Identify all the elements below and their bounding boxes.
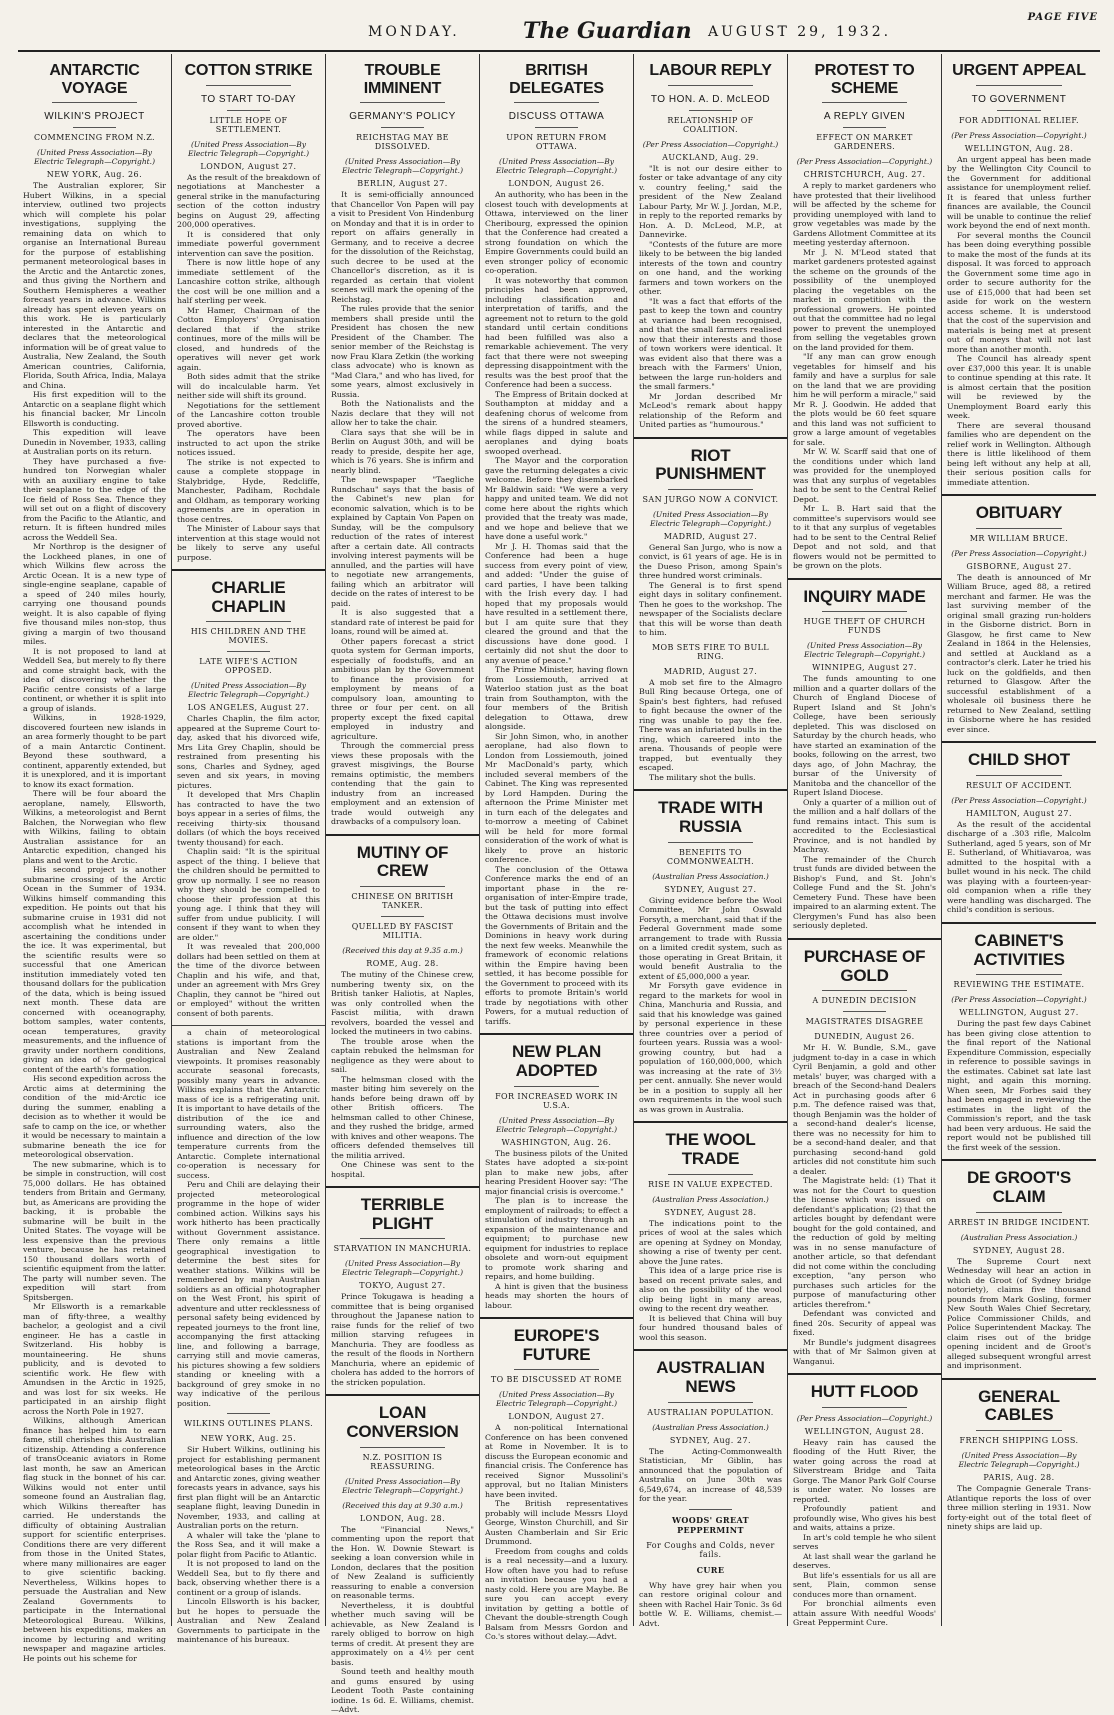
column-1 bbox=[18, 54, 172, 1663]
article bbox=[23, 62, 166, 1663]
paragraph: The military shot the bulls. bbox=[649, 772, 756, 782]
paragraph: "It is not our desire either to foster or take advantage of any city v. country feeling," said the president of the New Zealand Labour Party, Mr W. J. Jordan, M.P., in reply to the reported remarks by Hon. A. D. McLeod, M.P., at Dannevirke. bbox=[639, 163, 782, 240]
paragraph: Wilkins, although American finance has helped him to earn fame, still cherishes this Australian citizenship. Attending a conference of transOceanic aviators in Rome last month, he saw an American flag stuck in the bonnet of his car. Wilkins would not enter until someone found an Australian flag, which Wilkins thereafter has carried. He understands the difficulty of obtaining Australian support for scientific enterprises. Conditions there are very different from those in the United States, where many millionaires are eager to give scientific backing. Nevertheless, Wilkins hopes to persuade the Australian and New Zealand Governments to participate in the International Meteorological Bureau. Wilkins, between his expeditions, makes an income by lecturing and writing newspaper and magazine articles. He points out his scheme for bbox=[23, 1416, 166, 1663]
paragraph: As the result of the breakdown of negotiations at Manchester a general strike in the manufacturing section of the cotton industry begins on August 29, affecting 200,000 operatives. bbox=[177, 172, 320, 230]
paragraph: The operators have been instructed to act upon the strike notices issued. bbox=[177, 429, 320, 458]
headline: LABOUR REPLY bbox=[649, 62, 772, 79]
article-body bbox=[947, 1484, 1091, 1532]
paragraph: The Compagnie Generale Trans-Atlantique reports the loss of over three million sterling in 1931. Now forty-eight out of the total fleet of ninety ships are laid up. bbox=[947, 1484, 1091, 1532]
paragraph: At last shall wear the garland he deserves. bbox=[793, 1551, 936, 1571]
paragraph: The Magistrate held: (1) That it was not for the Court to question the license which was issued on defendant's application; (2) that the articles bought by defendant were bought for the gold contained, and the reduction of gold by melting was in no sense manufacture of another article, so that defendant did not come within the concluding exception, "any person who purchases such articles for the purpose of manufacturing other articles therefrom." bbox=[793, 1176, 936, 1309]
headline: ANTARCTIC VOYAGE bbox=[49, 62, 140, 97]
credit-line: (United Press Association—By Electric Telegraph—Copyright.) bbox=[495, 1390, 617, 1409]
article bbox=[947, 1169, 1091, 1370]
headline: OBITUARY bbox=[975, 503, 1063, 523]
subheadline: LITTLE HOPE OF SETTLEMENT. bbox=[209, 115, 288, 134]
paragraph: A hint is given that the business heads may shorten the hours of labour. bbox=[485, 1281, 628, 1310]
article-body bbox=[177, 1445, 320, 1645]
article-body bbox=[639, 678, 782, 783]
advertisement-title: WOODS' GREAT PEPPERMINT bbox=[672, 1514, 749, 1535]
article-body bbox=[331, 190, 474, 827]
paragraph: His second project is another submarine crossing of the Arctic Ocean in the Summer of 1934. Wilkins himself commanding this expedition. He points out that his submarine cruise in 1931 did not accomplish what he intended in ascertaining the conditions under the ice. It was experimental, but the scientific results were so successful that one American institution immediately voted ten thousand dollars for the publication of the data, which is being issued next month. These data are concerned with oceanography, bottom samples, water contents, ocean temperatures, gravity measurements, and the influence of gravity under northern conditions, giving an idea of the geological content of the earth's formation. bbox=[23, 865, 166, 1074]
paragraph: The Acting-Commonwealth Statistician, Mr Giblin, has announced that the population of Australia on June 30th was 6,549,674, an increase of 48,539 for the year. bbox=[639, 1446, 782, 1504]
paragraph: Charles Chaplin, the film actor, appeared at the Supreme Court to-day, asked that his divorced wife, Mrs Lita Grey Chaplin, should be restrained from presenting his sons, Charles and Sydney, aged seven and six years, in moving pictures. bbox=[177, 714, 320, 790]
credit-line: (Per Press Association—Copyright.) bbox=[951, 130, 1087, 140]
article-body bbox=[177, 714, 320, 1018]
paragraph: Peru and Chili are delaying their projected meteorological programme in the hope of wider combined action. Wilkins says his work hitherto has been practically without Government assistance. There only remains a little geographical investigation to determine the best sites for weather stations. Wilkins will be remembered by many Australian soldiers as an official photographer on the West Front, his spirit of adventure and utter recklessness of personal safety being evidenced by repeated journeys to the front line, accompanying the first attacking line, and following a barrage, carrying still and movie cameras, his pictures showing a few soldiers standing or kneeling with a background of grey smoke in no way indicative of the perilous position. bbox=[177, 1180, 320, 1408]
paragraph: "If any man can grow enough vegetables for himself and his family and have a surplus for sale on the land that we are providing him he will perform a miracle," said Mr R. J. Goodwin. He added that the plots would be 60 feet square and this land was not sufficient to grow a large amount of vegetables for sale. bbox=[793, 352, 936, 447]
article-body bbox=[331, 1525, 474, 1715]
paragraph: Mr Bundle's judgment disagrees with that of Mr Salmon given at Wanganui. bbox=[793, 1337, 936, 1366]
paragraph: a chain of meteorological stations is important from the Australian and New Zealand viewpoints. It promises reasonably accurate seasonal forecasts, possibly many years in advance. Wilkins explains that the Antarctic mass of ice is a refrigerating unit. It is important to have details of the distribution of the ice and surrounding waters, also the influence and direction of the low temperature currents from the Antarctic. Complete international co-operation is necessary for success. bbox=[177, 1028, 320, 1180]
paragraph: An urgent appeal has been made by the Wellington City Council to the Government for additional assistance for unemployment relief. It is feared that unless further finances are available, the Council will be unable to continue the relief work beyond the end of next month. bbox=[947, 154, 1091, 231]
article bbox=[177, 62, 320, 562]
article bbox=[947, 1388, 1091, 1532]
subheadline: UPON RETURN FROM OTTAWA. bbox=[506, 133, 607, 152]
article-body bbox=[947, 1257, 1091, 1371]
article-body bbox=[485, 190, 628, 1026]
paragraph: They have purchased a five-hundred ton Norwegian whaler with an auxiliary engine to take their seaplane to the edge of the Ice field of Ross Sea. Thence they will set out on a flight of discovery from the Pacific to the Atlantic, and return. It is fifteen hundred miles across the Weddell Sea. bbox=[23, 456, 166, 542]
headline: LOAN CONVERSION bbox=[346, 1403, 459, 1442]
article-body bbox=[947, 820, 1091, 915]
article-body bbox=[177, 173, 320, 563]
paragraph: Through the commercial press views these proposals with the gravest misgivings, the Bourse remains optimistic, the members contending that the gain to industry from an increased employment and an extension of trade would outweigh any drawbacks of a compulsory loan. bbox=[331, 741, 474, 827]
subheadline: N.Z. POSITION IS REASSURING. bbox=[362, 1452, 443, 1471]
dateline: LOS ANGELES, August 27. bbox=[187, 703, 310, 713]
advertisement-body bbox=[639, 1581, 782, 1629]
advertisement-subtitle: CURE bbox=[696, 1564, 725, 1575]
article bbox=[331, 62, 474, 827]
paragraph: The rules provide that the senior members shall preside until the President has chosen the new President of the Chamber. The senior member of the Reichstag is now Frau Klara Zetkin (the working class advocate) who is known as "Mad Clara," and who has lived, for some years, almost exclusively in Russia. bbox=[331, 304, 474, 399]
paragraph: The Supreme Court next Wednesday will hear an action in which de Groot (of Sydney bridge notoriety), claims five thousand pounds from Mark Gosling, former New South Wales Chief Secretary, Police Commissioner Childs, and Police Superintendent Mackay. The claim rises out of the bridge opening incident and de Groot's alleged subsequent wrongful arrest and imprisonment. bbox=[947, 1256, 1091, 1371]
credit-line: (Australian Press Association.) bbox=[652, 1194, 769, 1204]
subheadline: MR WILLIAM BRUCE. bbox=[969, 533, 1069, 543]
paragraph: Prince Tokugawa is heading a committee that is being organised throughout the Japanese nation to raise funds for the relief of two million starving refugees in Manchuria. They are foodless as the result of the floods in Northern Manchuria, where an epidemic of cholera has added to the horrors of the stricken population. bbox=[331, 1292, 474, 1387]
paragraph: It is not proposed to land on the Weddell Sea, but to fly there and back, observing whether there is a continent or a group of islands. bbox=[177, 1559, 320, 1597]
article-body bbox=[639, 896, 782, 1115]
article bbox=[485, 62, 628, 1026]
dateline: WINNIPEG, August 27. bbox=[812, 663, 917, 673]
dateline: LONDON, August 26. bbox=[508, 179, 605, 189]
subheadline: GERMANY'S POLICY bbox=[349, 111, 456, 123]
subheadline: RISE IN VALUE EXPECTED. bbox=[648, 1179, 773, 1189]
headline: DE GROOT'S CLAIM bbox=[966, 1168, 1072, 1207]
subheadline: TO HON. A. D. McLEOD bbox=[650, 93, 771, 105]
credit-line: (United Press Association—By Electric Telegraph—Copyright.) bbox=[341, 157, 463, 176]
paragraph: Heavy rain has caused the flooding of the Hutt River, the water going across the road at Silverstream Bridge and Taita Gorge. The Manor Park Golf Course is under water. No losses are reported. bbox=[793, 1437, 936, 1504]
headline: CHILD SHOT bbox=[968, 750, 1070, 770]
article bbox=[947, 932, 1091, 1152]
paragraph: It is believed that China will buy four hundred thousand bales of wool this season. bbox=[639, 1313, 782, 1342]
dateline: TOKYO, August 27. bbox=[359, 1281, 446, 1291]
column-2 bbox=[172, 54, 326, 1645]
headline: BRITISH DELEGATES bbox=[509, 62, 604, 97]
subheadline: FOR INCREASED WORK IN U.S.A. bbox=[495, 1091, 618, 1110]
subheadline: AUSTRALIAN POPULATION. bbox=[647, 1407, 774, 1417]
paragraph: As the result of the accidental discharge of a .303 rifle, Malcolm Sutherland, aged 5 years, son of Mr E. Sutherland, of Whitiavaroa, was admitted to the hospital with a bullet wound in his neck. The child was playing with a fourteen-year-old companion when a rifle they were handling was discharged. The child's condition is serious. bbox=[947, 819, 1091, 915]
subheadline: REVIEWING THE ESTIMATE. bbox=[953, 980, 1085, 990]
article-body bbox=[793, 674, 936, 931]
article bbox=[177, 579, 320, 1018]
paragraph: The indications point to the prices of wool at the sales which are opening at Sydney on Monday, showing a rise of twenty per cent. above the June rates. bbox=[639, 1218, 782, 1266]
paragraph: Lincoln Ellsworth is his backer, but he hopes to persuade the Australian and New Zealand Governments to participate in the maintenance of his bureaux. bbox=[177, 1597, 320, 1645]
subheadline: RESULT OF ACCIDENT. bbox=[965, 780, 1072, 790]
paragraph: A whaler will take the 'plane to the Ross Sea, and it will make a polar flight from Pacific to Atlantic. bbox=[177, 1530, 320, 1559]
paragraph: There is now little hope of any immediate settlement of the Lancashire cotton strike, although the cost will be one million and a half sterling per week. bbox=[177, 258, 320, 306]
masthead-paper-name: The Guardian bbox=[523, 18, 692, 44]
paragraph: Other papers forecast a strict quota system for German imports, especially of foodstuffs, and an ambitious plan by the Government to finance the provision for employment by means of a compulsory loan, amounting to three or four per cent. on all property except the fixed capital employed in industry and agriculture. bbox=[331, 636, 474, 741]
subheadline: SAN JURGO NOW A CONVICT. bbox=[642, 494, 779, 504]
headline: CHARLIE CHAPLIN bbox=[211, 578, 286, 616]
dateline: PARIS, Aug. 28. bbox=[983, 1473, 1055, 1483]
dateline: BERLIN, August 27. bbox=[357, 179, 448, 189]
subheadline: QUELLED BY FASCIST MILITIA. bbox=[351, 922, 454, 941]
paragraph: Sir Hubert Wilkins, outlining his project for establishing permanent meteorological bases in the Arctic and Antarctic zones, giving weather forecasts years in advance, says his first plan flight will be an Antarctic seaplane flight, leaving Dunedin in November, 1933, and calling at Australian ports on the return. bbox=[177, 1445, 320, 1531]
paragraph: The Council has already spent over £37,000 this year. It is unable to continue spending at this rate. It is almost certain that the position will be reviewed by the Unemployment Board early this week. bbox=[947, 354, 1091, 421]
credit-line: (United Press Association—By Electric Telegraph—Copyright.) bbox=[495, 157, 617, 176]
article bbox=[331, 844, 474, 1179]
article-body bbox=[947, 155, 1091, 488]
article-body bbox=[639, 543, 782, 638]
paragraph: The Empress of Britain docked at Southampton at midday and a deafening chorus of welcome from the sirens of a hundred steamers, while flags dipped in salute and aeroplanes and dying boats swooped overhead. bbox=[485, 389, 628, 456]
credit-line: (Received this day at 9.30 a.m.) bbox=[342, 1500, 463, 1510]
credit-line: (United Press Association—By Electric Telegraph—Copyright.) bbox=[187, 139, 309, 158]
article-body bbox=[485, 1423, 628, 1642]
paragraph: But life's essentials for us all are sent, Plain, common sense conduces more than ornament. bbox=[793, 1570, 936, 1599]
credit-line: (Received this day at 9.35 a.m.) bbox=[342, 946, 463, 956]
paragraph: The Minister of Labour says that intervention at this stage would not be likely to serve any useful purpose. bbox=[177, 524, 320, 562]
paragraph: It is semi-officially announced that Chancellor Von Papen will pay a visit to President Von Hindenburg on Monday and that it is in order to report on affairs generally in Germany, and to receive a decree for the dissolution of the Reichstag, such decree to be used at the Chancellor's discretion, as it is regarded as certain that violent scenes will mark the opening of the Reichstag. bbox=[331, 190, 474, 304]
headline: MUTINY OF CREW bbox=[356, 842, 449, 881]
subheadline: HIS CHILDREN AND THE MOVIES. bbox=[190, 627, 307, 646]
article bbox=[331, 1196, 474, 1387]
credit-line: (Per Press Association—Copyright.) bbox=[796, 1413, 933, 1423]
headline: PURCHASE OF GOLD bbox=[803, 946, 926, 985]
paragraph: This idea of a large price rise is based on recent private sales, and also on the possibility of the wool clip being light in many areas, owing to the recent dry weather. bbox=[639, 1266, 782, 1314]
subheadline: A REPLY GIVEN bbox=[823, 111, 906, 123]
paragraph: The conclusion of the Ottawa Conference marks the end of an important phase in the re-organisation of inter-Empire trade, but the task of putting into effect the Ottawa decisions must involve the Governments of Britain and the Dominions in heavy work during the next few weeks. Meanwhile the framework of economic relations within the Empire having been settled, it has become possible for the Government to proceed with its efforts to promote Britain's world trade by negotiations with other Powers, for a mutual reduction of tariffs. bbox=[485, 864, 628, 1026]
column-6 bbox=[788, 54, 942, 1626]
paragraph: It is considered that only immediate powerful government intervention can save the position. bbox=[177, 229, 320, 258]
headline: COTTON STRIKE bbox=[184, 62, 313, 79]
article-body bbox=[331, 970, 474, 1179]
headline: TERRIBLE PLIGHT bbox=[360, 1195, 445, 1233]
article bbox=[947, 751, 1091, 915]
dateline: DUNEDIN, August 26. bbox=[814, 1032, 915, 1042]
article-body bbox=[793, 1043, 936, 1366]
paragraph: "It was a fact that efforts of the past to keep the town and country at variance had been recognised, and that the small farmers realised now that their interests and those of town workers were identical. It was evident also that there was a breach with the Farmers' Union, between the large run-holders and the small farmers." bbox=[639, 296, 782, 392]
subheadline: REICHSTAG MAY BE DISSOLVED. bbox=[356, 133, 449, 152]
article bbox=[639, 62, 782, 430]
article bbox=[331, 1404, 474, 1714]
credit-line: (Per Press Association—Copyright.) bbox=[642, 139, 779, 149]
article bbox=[793, 588, 936, 931]
article bbox=[485, 1327, 628, 1642]
paragraph: For bronchial ailments even attain assure With needful Woods' Great Peppermint Cure. bbox=[793, 1599, 936, 1628]
subheadline: ARREST IN BRIDGE INCIDENT. bbox=[948, 1217, 1090, 1227]
dateline: GISBORNE, August 27. bbox=[966, 561, 1072, 571]
paragraph: The "Financial News," commenting upon the report that the Hon. W. Downie Stewart is seeking a loan conversion while in London, declares that the position of New Zealand is sufficiently reassuring to enable a conversion on reasonable terms. bbox=[331, 1524, 474, 1601]
credit-line: (United Press Association—By Electric Telegraph—Copyright.) bbox=[341, 1476, 463, 1495]
paragraph: Mr J. N. M'Leod stated that market gardeners protested against the scheme on the grounds of the possibility of the unemployed placing the vegetables on the market in competition with the professional growers. He pointed out that the committee had no legal power to prevent the unemployed from selling the vegetables grown on the land provided for them. bbox=[793, 247, 936, 352]
dateline: WELLINGTON, Aug. 28. bbox=[964, 143, 1074, 153]
subheadline: COMMENCING FROM N.Z. bbox=[34, 133, 155, 143]
paragraph: In art's cold temple he who silent serves bbox=[793, 1532, 936, 1552]
paragraph: Wilkins, in 1928-1929, discovered fourteen new islands in an area formerly thought to be part of a main Antarctic Continent. Beyond these southward, a continent, apparently extended, but it is unexplored, and it is important to know its exact formation. bbox=[23, 713, 166, 789]
article-body bbox=[793, 181, 936, 571]
paragraph: The Australian explorer, Sir Hubert Wilkins, in a special interview, outlined two projects which will complete his polar investigations, supplying the remaining data on which to organise an International Bureau for the purpose of establishing permanent meteorological bases in the Arctic and the Antarctic zones, and thus giving the Northern and Southern Hemispheres a weather forecast years in advance. Wilkins already has spent eleven years on this work. He is particularly interested in the Antarctic and declares that the meteorological information will be of great value to Australia, New Zealand, the South American countries, California, Florida, South Africa, India, Malaya and China. bbox=[23, 181, 166, 390]
article-body bbox=[947, 573, 1091, 735]
paragraph: Defendant was convicted and fined 20s. Security of appeal was fixed. bbox=[793, 1309, 936, 1338]
subheadline: MOB SETS FIRE TO BULL RING. bbox=[651, 642, 770, 661]
credit-line: (Australian Press Association.) bbox=[960, 1232, 1078, 1242]
paragraph: The plan is to increase the employment of railroads; to effect a stimulation of industry through an expansion of the maintenance and equipment; to purchase new equipment for industries to replace obsolete and worn-out equipment to promote work sharing and repairs, and home building. bbox=[485, 1196, 628, 1282]
paragraph: The remainder of the Church trust funds are divided between the Bishop's Fund, and St. John's College Fund and the St. John's Cemetery Fund. These have been impaired to an alarming extent. The Clergymen's Fund has also been seriously depleted. bbox=[793, 854, 936, 931]
credit-line: (Per Press Association—Copyright.) bbox=[951, 995, 1087, 1005]
dateline: WELLINGTON, August 28. bbox=[804, 1426, 925, 1436]
dateline: CHRISTCHURCH, Aug. 27. bbox=[803, 170, 926, 180]
dateline: MADRID, August 27. bbox=[663, 531, 758, 541]
paragraph: Mr Hamer, Chairman of the Cotton Employers' Organisation declared that if the strike continues, more of the mills will be closed, and hundreds of the operatives will never get work again. bbox=[177, 305, 320, 372]
headline: HUTT FLOOD bbox=[810, 1382, 919, 1402]
paragraph: Only a quarter of a million out of the million and a half dollars of the fund remains intact. This sum is accredited to the Ecclesiastical Province, and is not handled by Machray. bbox=[793, 797, 936, 855]
dateline: WELLINGTON, August 27. bbox=[959, 1008, 1079, 1018]
paragraph: Mr H. W. Bundle, S.M., gave judgment to-day in a case in which Cyril Benjamin, a gold and other metals' buyer, was charged with a breach of the Second-hand Dealers Act in purchasing goods after 6 p.m. The defence raised was that, though Benjamin was the holder of a second-hand dealer's license, there was no necessity for him to be a second-hand dealer, and that purchasing second-hand gold articles did not constitute him such a dealer. bbox=[793, 1043, 936, 1176]
subheadline: TO START TO-DAY bbox=[200, 93, 297, 105]
paragraph: His first expedition will to the Antarctic on a seaplane flight which his financial backer, Mr Lincoln Ellsworth is conducting. bbox=[23, 390, 166, 428]
subheadline: FOR ADDITIONAL RELIEF. bbox=[959, 115, 1079, 125]
paragraph: The business pilots of the United States have adopted a six-point plan to make new jobs, after hearing President Hoover say: "The major financial crisis is overcome." bbox=[485, 1148, 628, 1196]
headline: NEW PLAN ADOPTED bbox=[511, 1042, 602, 1080]
paragraph: The British representatives probably will include Messrs Lloyd George, Winston Churchill, and Sir Austen Chamberlain and Sir Eric Drummond. bbox=[485, 1499, 628, 1547]
credit-line: (Australian Press Association.) bbox=[652, 871, 769, 881]
advertisement-subtitle: For Coughs and Colds, never fails. bbox=[646, 1540, 775, 1559]
paragraph: The helmsman closed with the master biting him severely on the hands before being drawn off by other British officers. The helmsman called to other Chinese, and they rushed the bridge, armed with knives and other weapons. The officers defended themselves till the militia arrived. bbox=[331, 1074, 474, 1160]
paragraph: A mob set fire to the Almagro Bull Ring because Ortega, one of Spain's best fighters, had refused to fight because the owner of the ring was unable to pay the fee. There was an infuriated bulls in the ring, which careered into the arena. Thousands of people were trapped, but eventually they escaped. bbox=[639, 677, 782, 773]
paragraph: The new submarine, which is to be simple in construction, will cost 75,000 dollars. He has obtained tenders from Britain and Germany, but, as Americans are providing the backing, it is probable the submarine will be built in the United States. The voyage will be less expensive than the previous venture, because he has retained 150 thousand dollars worth of scientific equipment from the latter. The party will number seven. The expedition will start from Spitsbergen. bbox=[23, 1159, 166, 1302]
credit-line: (United Press Association—By Electric Telegraph—Copyright.) bbox=[495, 1115, 617, 1134]
article bbox=[947, 62, 1091, 487]
article bbox=[793, 948, 936, 1366]
dateline: LONDON, August 27. bbox=[200, 161, 297, 171]
credit-line: (United Press Association—By Electric Telegraph—Copyright.) bbox=[187, 681, 309, 700]
paragraph: It was noteworthy that common principles had been approved, including classification and interpretation of tariffs, and the agreement not to return to the gold standard until certain conditions had been fulfilled was also a remarkable achievement. The very fact that there were not sweeping depressing disappointment with the results was the best proof that the Conference had been a success. bbox=[485, 275, 628, 390]
article-body bbox=[485, 1149, 628, 1311]
paragraph: The Mayor and the corporation gave the returning delegates a civic welcome. Before they disembarked Mr Baldwin said: "We were a very happy and united team. We did not come here about the rights which provided that the treaty was made, and we hope and believe that we have done a useful work." bbox=[485, 456, 628, 542]
paragraph: It developed that Mrs Chaplin has contracted to have the two boys appear in a series of films, the receiving thirty-six thousand dollars (of which the boys received twenty thousand) for each. bbox=[177, 790, 320, 847]
paragraph: It was revealed that 200,000 dollars had been settled on them at the time of the divorce between Chaplin and his wife, and that, under an agreement with Mrs Grey Chaplin, they cannot be "hired out or employed" without the written consent of both parents. bbox=[177, 942, 320, 1018]
paragraph: A non-political International Conference on has been convened at Rome in November. It is to discuss the European economic and financial crisis. The Conference has received Signor Mussolini's approval, but no Italian Ministers have been invited. bbox=[485, 1423, 628, 1499]
paragraph: The mutiny of the Chinese crew, numbering twenty six, on the British tanker Haliotis, at Naples, was only controlled when the Fascist militia, with drawn revolvers, boarded the vessel and locked the mutineers in two cabins. bbox=[331, 970, 474, 1037]
article bbox=[793, 62, 936, 571]
paragraph: Mr J. H. Thomas said that the Conference had been a huge success from every point of view, and added: "Under the guise of card parties, I have been talking with the Irish every day. I had hoped that my proposals would have resulted in a settlement there, but I am quite sure that they cleared the ground and that the discussions have done good. I certainly did not shut the door to any avenue of peace." bbox=[485, 541, 628, 665]
credit-line: (Per Press Association—Copyright.) bbox=[951, 548, 1087, 558]
subheadline: RELATIONSHIP OF COALITION. bbox=[667, 115, 754, 134]
credit-line: (Australian Press Association.) bbox=[652, 1422, 769, 1432]
article-body bbox=[639, 1219, 782, 1343]
paragraph: A reply to market gardeners who have protested that their livelihood will be affected by the scheme for providing unemployed with land to grow vegetables was made by the Gardens Allotment Committee at its meeting yesterday afternoon. bbox=[793, 181, 936, 248]
subheadline: TO BE DISCUSSED AT ROME bbox=[490, 1375, 623, 1385]
paragraph: For several months the Council has been doing everything possible to make the most of the funds at its disposal. It was forced to approach the Government some time ago in order to secure authority for the use of £15,000 that had been set aside for work on the western access scheme. It is understood that the cost of the supervision and materials is being met at present out of moneys that will not last more than another month. bbox=[947, 230, 1091, 354]
column-5 bbox=[634, 54, 788, 1626]
dateline: LONDON, August 27. bbox=[508, 1412, 605, 1422]
headline: TRADE WITH RUSSIA bbox=[658, 798, 763, 837]
paragraph: The General is to first spend eight days in solitary confinement. Then he goes to the workshop. The newspaper of the Socialists declare that this will be worse than death to him. bbox=[639, 580, 782, 638]
subheadline: FRENCH SHIPPING LOSS. bbox=[959, 1436, 1079, 1446]
paragraph: Mr Forsyth gave evidence in regard to the markets for wool in China, Manchuria and Russia, and said that his knowledge was gained by personal experience in these three countries over a period of fourteen years. Russia was a wool-growing country, but had a population of 160,000,000, which was increasing at the rate of 3½ per cent. annually. She never would be in a position to supply all her own requirements in the wool such as was grown in Australia. bbox=[639, 981, 782, 1114]
paragraph: There will be four aboard the aeroplane, namely, Ellsworth, Wilkins, a meteorologist and Bernt Balchen, the Norwegian who flew with Wilkins, failing to obtain Australian assistance for an Antarctic expedition, changed his plans and went to the Arctic. bbox=[23, 789, 166, 865]
column-4 bbox=[480, 54, 634, 1642]
dateline: ROME, Aug. 28. bbox=[366, 959, 439, 969]
article-body bbox=[639, 164, 782, 430]
dateline: SYDNEY, August 27. bbox=[664, 884, 757, 894]
paragraph: It is not proposed to land at Weddell Sea, but merely to fly there and come straight back, with the idea of discovering whether the Pacific centre consists of a large continent, or whether it is split into a group of islands. bbox=[23, 646, 166, 713]
headline: CABINET'S ACTIVITIES bbox=[973, 930, 1065, 969]
paragraph: During the past few days Cabinet has been giving close attention to the final report of the National Expenditure Commission, especially in reference to possible savings in the estimates. Cabinet sat late last night, and again this morning. When seen, Mr Forbes said they had been engaged in reviewing the estimates in the light of the Commission's report, and the task had been very arduous. He said the report would not be published till the first week of the session. bbox=[947, 1019, 1091, 1152]
headline: RIOT PUNISHMENT bbox=[655, 445, 766, 484]
subheadline: MAGISTRATES DISAGREE bbox=[805, 1017, 924, 1027]
dateline: SYDNEY, Aug. 27. bbox=[669, 1435, 752, 1445]
article bbox=[947, 504, 1091, 734]
headline: THE WOOL TRADE bbox=[665, 1130, 756, 1169]
subheadline: WILKIN'S PROJECT bbox=[44, 111, 145, 123]
article-body bbox=[177, 1028, 320, 1408]
paragraph: It is also suggested that a standard rate of interest be paid for loans, round will be aimed at. bbox=[331, 608, 474, 637]
credit-line: (Per Press Association—Copyright.) bbox=[951, 795, 1087, 805]
headline: EUROPE'S FUTURE bbox=[513, 1326, 600, 1364]
paragraph: Sound teeth and healthy mouth and gums ensured by using Leodent Tooth Paste containing iodine. 1s 6d. E. Williams, chemist.—Advt. bbox=[331, 1667, 474, 1715]
article bbox=[485, 1043, 628, 1310]
paragraph: The Prime Minister, having flown from Lossiemouth, arrived at Waterloo station just as the boat train from Southampton, with the four members of the British delegation to Ottawa, drew alongside. bbox=[485, 665, 628, 732]
paragraph: Mr Ellsworth is a remarkable man of fifty-three, a wealthy bachelor, a geologist and a civil engineer. He has a castle in Switzerland. His hobby is mountaineering. He shuns publicity, and is devoted to scientific work. He flew with Amundsen in the Arctic in 1925, and was lost for six weeks. He participated in an airship flight across the North Pole in 1927. bbox=[23, 1302, 166, 1416]
credit-line: (United Press Association—By Electric Telegraph—Copyright.) bbox=[958, 1451, 1080, 1470]
columns bbox=[18, 54, 1100, 1715]
article-body bbox=[639, 1447, 782, 1504]
dateline: SYDNEY, August 28. bbox=[972, 1245, 1066, 1255]
subheadline: A DUNEDIN DECISION bbox=[812, 996, 917, 1006]
masthead bbox=[18, 6, 1100, 52]
paragraph: One Chinese was sent to the hospital. bbox=[331, 1160, 474, 1179]
paragraph: Mr W. W. Scarff said that one of the conditions under which land was provided for the unemployed was that any surplus of vegetables had to be sent to the Central Relief Depot. bbox=[793, 447, 936, 504]
paragraph: The strike is not expected to cause a complete stoppage in Stalybridge, Hyde, Redcliffe, Manchester, Padiham, Rochdale and Oldham, as temporary working agreements are in operation in those centres. bbox=[177, 457, 320, 524]
paragraph: There are several thousand families who are dependent on the relief work in Wellington. Although there is little likelihood of them being left without any help at all, their serious position calls for immediate attention. bbox=[947, 420, 1091, 487]
paragraph: The newspaper "Taegliche Rundschau" says that the basis of the Cabinet's new plan for economic salvation, which is to be explained by Captain Von Papen on Sunday, will be the compulsory reduction of the rates of interest after a certain date. All contracts involving interest payments will be annulled, and the parties will have to negotiate new arrangements, failing which an arbitrator will decide on the rates of interest to be paid. bbox=[331, 475, 474, 608]
subheadline: EFFECT ON MARKET GARDENERS. bbox=[816, 133, 913, 152]
paragraph: Sir John Simon, who, in another aeroplane, had also flown to London from Lossiemouth, joined Mr MacDonald's party, which included several members of the Cabinet. The King was represented by Lord Hampden. During the afternoon the Prime Minister met in turn each of the delegates and to-morrow a meeting of Cabinet will be held for more formal consideration of the work of what is likely to prove an historic conference. bbox=[485, 731, 628, 865]
article-body bbox=[947, 1019, 1091, 1152]
article-body bbox=[331, 1292, 474, 1387]
dateline: LONDON, Aug. 28. bbox=[359, 1513, 446, 1523]
credit-line: (United Press Association—By Electric Telegraph—Copyright.) bbox=[341, 1259, 463, 1278]
headline: GENERAL CABLES bbox=[978, 1386, 1060, 1425]
credit-line: (United Press Association—By Electric Telegraph—Copyright.) bbox=[803, 641, 925, 660]
paragraph: The death is announced of Mr William Bruce, aged 88, a retired merchant and farmer. He was the last surviving member of the original small grazing run-holders in the Gisborne district. Born in Glasgow, he first came to New Zealand in 1864 in the Helensies, and settled at Auckland as a contractor's clerk. Later he tried his luck on the goldfields, and then returned to Glasgow. After the successful establishment of a wholesale oil business there he returned to New Zealand, settling in Gisborne where he has resided ever since. bbox=[947, 572, 1091, 734]
headline: TROUBLE IMMINENT bbox=[363, 62, 442, 97]
article-body bbox=[793, 1438, 936, 1628]
paragraph: His second expedition across the Arctic aims at determining the condition of the mid-Arctic ice during the summer, enabling a decision as to whether it would be safe to camp on the ice, or whether it would be necessary to maintain a submarine beneath the ice for meteorological observation. bbox=[23, 1074, 166, 1160]
dateline: NEW YORK, Aug. 25. bbox=[200, 1434, 297, 1444]
paragraph: Mr Northrop is the designer of the Lockheed planes, in one of which Wilkins flew across the Arctic Ocean. It is a new type of single-engine seaplane, capable of a speed of 240 miles hourly, carrying one thousand pounds weight. It is also capable of flying five thousand miles non-stop, thus giving a margin of two thousand miles. bbox=[23, 542, 166, 647]
credit-line: (United Press Association—By Electric Telegraph—Copyright.) bbox=[649, 509, 771, 528]
article bbox=[793, 1383, 936, 1628]
article-body bbox=[23, 181, 166, 1663]
masthead-date: AUGUST 29, 1932. bbox=[708, 24, 892, 40]
paragraph: The funds amounting to one million and a quarter dollars of the Church of England Diocese of Rupert Island and St John's College, have been seriously depleted. This was disclosed on Saturday by the church heads, who have started an examination of the books, following on the arrest, two days ago, of John Machray, the bursar of the University of Manitoba and the chancellor of the Rupert Island Diocese. bbox=[793, 674, 936, 798]
dateline: HAMILTON, August 27. bbox=[965, 808, 1073, 818]
column-3 bbox=[326, 54, 480, 1715]
subheadline: WILKINS OUTLINES PLANS. bbox=[183, 1419, 314, 1429]
subheadline: LATE WIFE'S ACTION OPPOSED. bbox=[199, 657, 298, 676]
paragraph: Freedom from coughs and colds is a real necessity—and a luxury. How often have you had to refuse an invitation because you had a nasty cold. Here you are Maybe. Be sure you can accept every invitation by getting a bottle of Chevant the double-strength Cough Balsam from Messrs Gordon and Co.'s stores without delay.—Advt. bbox=[485, 1546, 628, 1642]
dateline: MADRID, August 27. bbox=[663, 666, 758, 676]
paragraph: The trouble arose when the captain rebuked the helmsman for negligence as they were about to sail. bbox=[331, 1036, 474, 1075]
masthead-day: MONDAY. bbox=[368, 24, 460, 40]
subheadline: CHINESE ON BRITISH TANKER. bbox=[351, 892, 454, 911]
subheadline: TO GOVERNMENT bbox=[971, 93, 1067, 105]
article bbox=[639, 1131, 782, 1342]
article bbox=[177, 1028, 320, 1645]
paragraph: "Contests of the future are more likely to be between the big landed interests of the town and country on one hand, and the working farmers and town workers on the other. bbox=[639, 239, 782, 297]
article bbox=[639, 1359, 782, 1628]
paragraph: Mr Jordan described Mr McLeod's remark about happy relationship of the Reform and United parties as "humourous." bbox=[639, 391, 782, 430]
paragraph: Both the Nationalists and the Nazis declare that they will not allow her to take the chair. bbox=[331, 399, 474, 428]
paragraph: Nevertheless, it is doubtful whether much saving will be achievable, as New Zealand is rarely obliged to borrow on high terms of credit. At present they are approximately on a 4½ per cent basis. bbox=[331, 1600, 474, 1667]
paragraph: Negotiations for the settlement of the Lancashire cotton trouble proved abortive. bbox=[177, 400, 320, 429]
dateline: WASHINGTON, Aug. 26. bbox=[501, 1137, 612, 1147]
subheadline: BENEFITS TO COMMONWEALTH. bbox=[666, 847, 755, 866]
paragraph: Both sides admit that the strike will do incalculable harm. Yet neither side will shift its ground. bbox=[177, 372, 320, 401]
paragraph: Profoundly patient and profoundly wise, Who gives his best and waits, attains a prize. bbox=[793, 1504, 936, 1533]
dateline: AUCKLAND, Aug. 29. bbox=[662, 152, 759, 162]
headline: AUSTRALIAN NEWS bbox=[656, 1358, 765, 1396]
dateline: SYDNEY, August 28. bbox=[664, 1207, 757, 1217]
article bbox=[639, 799, 782, 1114]
paragraph: Clara says that she will be in Berlin on August 30th, and will be ready to preside, despite her age, which is 76 years. She is infirm and nearly blind. bbox=[331, 427, 474, 475]
paragraph: Giving evidence before the Wool Committee, Mr John Oswald Forsyth, a merchant, said that if the Federal Government made some arrangement to trade with Russia on a limited credit system, such as those operating in Great Britain, it would benefit Australia to the extent of £5,000,000 a year. bbox=[639, 895, 782, 981]
credit-line: (Per Press Association—Copyright.) bbox=[796, 157, 933, 167]
dateline: NEW YORK, Aug. 26. bbox=[46, 170, 143, 180]
headline: INQUIRY MADE bbox=[803, 586, 926, 606]
subheadline: DISCUSS OTTAWA bbox=[508, 111, 605, 123]
column-7 bbox=[942, 54, 1096, 1626]
paragraph: Mr L. B. Hart said that the committee's supervisors would see to it that any surplus of vegetables had to be sent to the Central Relief Depot and not sold, and that flowers would not be permitted to be grown on the plots. bbox=[793, 504, 936, 571]
paragraph: An authority, who has been in the closest touch with developments at Ottawa, interviewed on the liner Cheribourg, expressed the opinion that the Conference had created a strong foundation on which the Empire Governments could build an even stronger policy of economic co-operation. bbox=[485, 190, 628, 276]
headline: URGENT APPEAL bbox=[952, 62, 1086, 79]
paragraph: This expedition will leave Dunedin in November, 1933, calling at Australian ports on its return. bbox=[23, 428, 166, 457]
article bbox=[639, 447, 782, 783]
paragraph: Chaplin said: "It is the spiritual aspect of the thing. I believe that the children should be permitted to grow up normally. I see no reason why they should be compelled to choose their profession at this young age. I think that they will suffer from undue publicity. I will consent if they want to when they are older." bbox=[177, 847, 320, 942]
headline: PROTEST TO SCHEME bbox=[814, 62, 915, 97]
advertisement-text: Why have grey hair when you can restore original colour and sheen with Rachel Hair Tonic. 3s 6d bottle W. E. Williams, chemist.—Advt. bbox=[639, 1580, 782, 1628]
subheadline: HUGE THEFT OF CHURCH FUNDS bbox=[803, 617, 926, 636]
subheadline: STARVATION IN MANCHURIA. bbox=[333, 1244, 472, 1254]
paragraph: General San Jurgo, who is now a convict, is 61 years of age. He is in the Dueso Prison, among Spain's three hundred worst criminals. bbox=[639, 542, 782, 581]
page-number: PAGE FIVE bbox=[1027, 12, 1098, 23]
credit-line: (United Press Association—By Electric Telegraph—Copyright.) bbox=[33, 148, 155, 167]
